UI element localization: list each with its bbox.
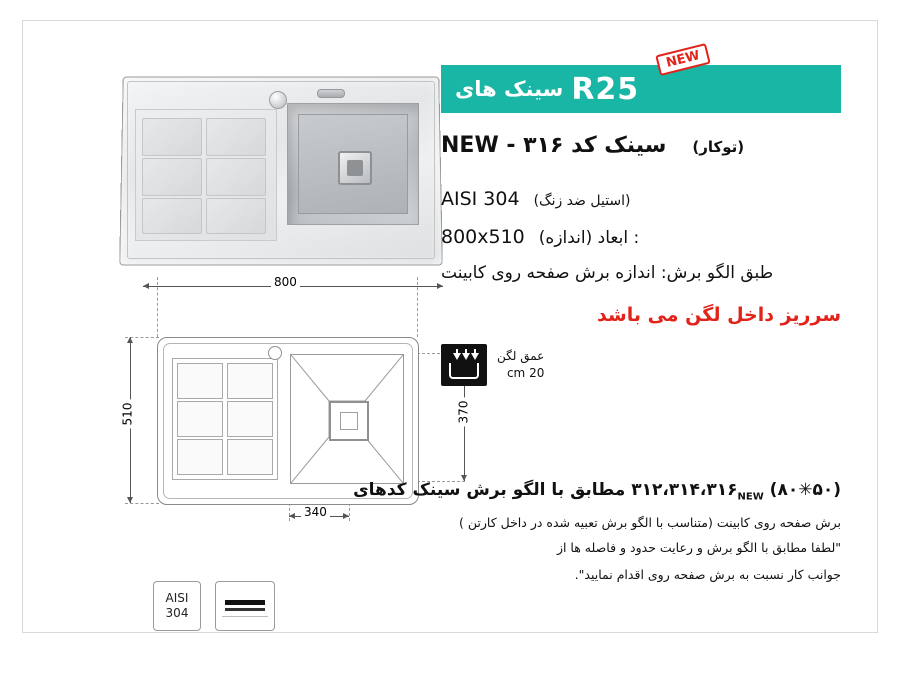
badge-row xyxy=(153,581,275,631)
dimension-width-800-label: 800 xyxy=(271,275,300,289)
badge-aisi-line2: 304 xyxy=(165,606,189,620)
notes-line-2: برش صفحه روی کابینت (متناسب با الگو برش تعبیه شده در داخل کارتن ) xyxy=(459,514,841,530)
tap-hole-icon xyxy=(269,91,287,109)
notes-line-3a: "لطفا مطابق با الگو برش و رعایت حدود و فاصله ها از xyxy=(556,540,841,555)
bowl-depth-info xyxy=(441,344,841,386)
spec-cut-pattern xyxy=(441,256,841,290)
material-label: (استیل ضد زنگ) xyxy=(533,193,631,209)
sink-bowl xyxy=(287,103,419,225)
dimension-height-510-label: 510 xyxy=(120,400,134,429)
sink-perspective-illustration xyxy=(121,75,441,265)
size-label: : ابعاد (اندازه) xyxy=(538,228,640,248)
spec-size xyxy=(441,218,841,256)
model-code: R25 xyxy=(571,71,640,107)
plan-drainboard xyxy=(172,358,278,480)
overflow-slot-icon xyxy=(317,89,345,98)
bowl-depth-value: 20 cm xyxy=(506,366,545,380)
series-label: سینک های xyxy=(455,77,564,101)
cut-pattern-text: طبق الگو برش: اندازه برش صفحه روی کابینت xyxy=(441,263,774,283)
notes-headline-prefix: مطابق با الگو برش سینک کدهای xyxy=(353,480,626,501)
overflow-warning: سرریز داخل لگن می باشد xyxy=(597,304,841,326)
notes-headline-codes: ۳۱۲،۳۱۴،۳۱۶ xyxy=(631,480,738,501)
size-value: 800x510 xyxy=(441,226,525,248)
bowl-depth-label: عمق لگن xyxy=(497,348,545,363)
new-badge: NEW xyxy=(655,43,711,76)
dimension-height-510 xyxy=(119,337,141,503)
badge-aisi-line1: AISI xyxy=(165,591,189,605)
spec-material xyxy=(441,180,841,218)
cut-pattern-notes xyxy=(311,476,841,586)
notes-headline-codes-sub: NEW xyxy=(737,491,764,503)
series-title-bar xyxy=(441,48,841,113)
product-code-row xyxy=(441,133,841,158)
plan-tap-hole-icon xyxy=(268,346,282,360)
material-value: AISI 304 xyxy=(441,188,520,210)
badge-aisi-304 xyxy=(153,581,201,631)
bowl-depth-icon xyxy=(441,344,487,386)
sink-drain-icon xyxy=(338,151,372,185)
bowl-depth-text xyxy=(497,348,544,383)
spec-list xyxy=(441,180,841,290)
document-frame xyxy=(22,20,878,633)
dimension-bowl-height-370-label: 370 xyxy=(456,398,470,427)
product-info-panel xyxy=(441,48,841,386)
notes-headline-suffix: (۵۰✳۸۰) xyxy=(769,480,841,501)
dimension-bowl-width-340-label: 340 xyxy=(301,505,330,519)
product-code-label: سینک کد NEW - ۳۱۶ xyxy=(441,133,667,158)
notes-headline xyxy=(311,476,841,505)
plan-drain-square-icon xyxy=(329,401,369,441)
notes-line-3b: جوانب کار نسبت به برش صفحه روی اقدام نمایید". xyxy=(574,566,841,582)
badge-thickness-icon xyxy=(215,581,275,631)
plan-bowl xyxy=(290,354,404,484)
mount-type-label: (توکار) xyxy=(692,138,745,156)
sink-drainboard xyxy=(135,109,277,241)
